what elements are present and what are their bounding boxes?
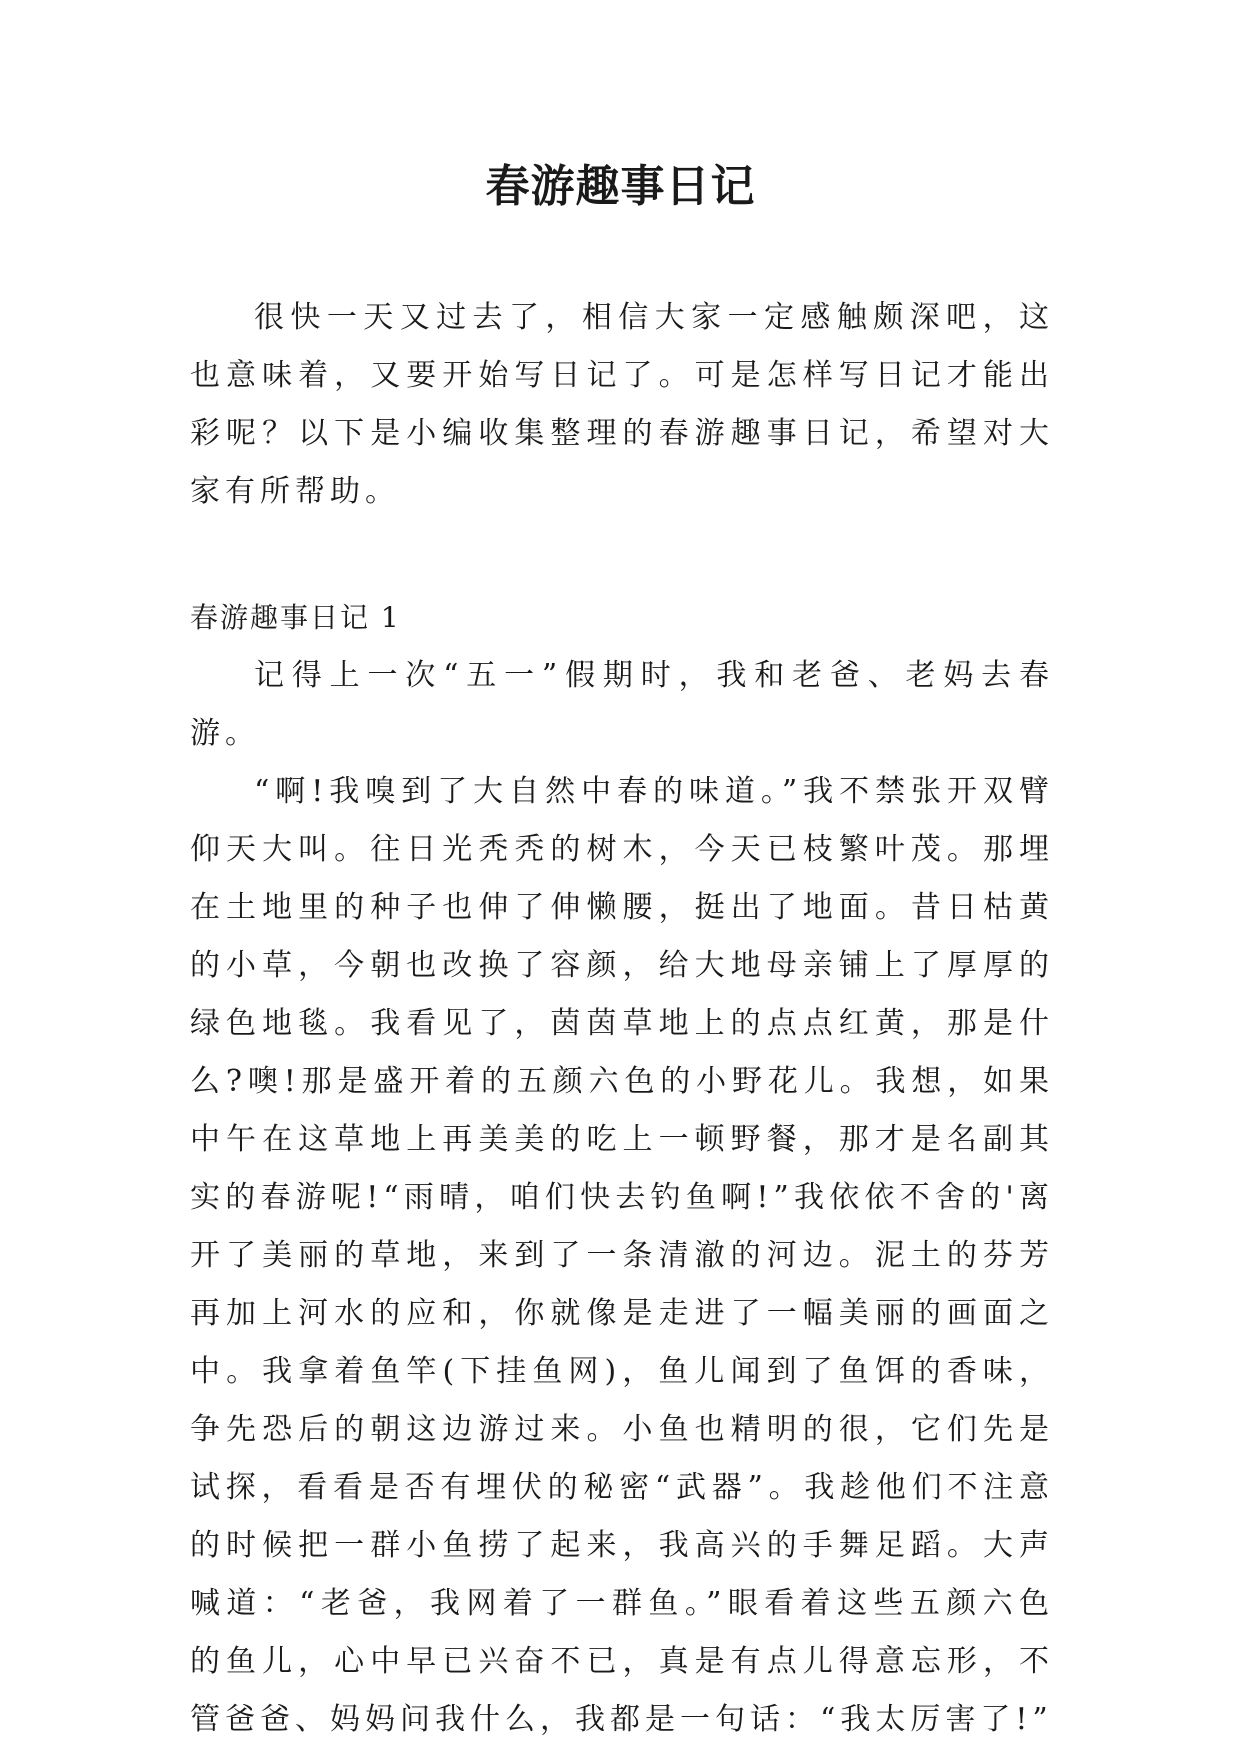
spacer [190, 521, 1054, 589]
section-heading: 春游趣事日记 1 [190, 601, 401, 634]
document-body [190, 289, 1054, 1749]
body-paragraph-1: 记得上一次“五一”假期时，我和老爸、老妈去春游。 [190, 658, 1054, 751]
document-title: 春游趣事日记 [485, 161, 756, 212]
body-paragraph-2: “啊!我嗅到了大自然中春的味道。”我不禁张开双臂仰天大叫。往日光秃秃的树木，今天已枝繁叶茂。那埋在土地里的种子也伸了伸懒腰，挺出了地面。昔日枯黄的小草，今朝也改换了容颜，给大地母亲铺上了厚厚的绿色地毯。我看见了，茵茵草地上的点点红黄，那是什么?噢!那是盛开着的五颜六色的小野花儿。我想，如果中午在这草地上再美美的吃上一顿野餐，那才是名副其实的春游呢!“雨晴，咱们快去钓鱼啊!”我依依不舍的'离开了美丽的草地，来到了一条清澈的河边。泥土的芬芳再加上河水的应和，你就像是走进了一幅美丽的画面之中。我拿着鱼竿(下挂鱼网)，鱼儿闻到了鱼饵的香味，争先恐后的朝这边游过来。小鱼也精明的很，它们先是试探，看看是否有埋伏的秘密“武器”。我趁他们不注意的时候把一群小鱼捞了起来，我高兴的手舞足蹈。大声喊道：“老爸，我网着了一群鱼。”眼看着这些五颜六色的鱼儿，心中早已兴奋不已，真是有点儿得意忘形，不管爸爸、妈妈问我什么，我都是一句话：“我太厉害了!” [190, 774, 1054, 1737]
intro-paragraph: 很快一天又过去了，相信大家一定感触颇深吧，这也意味着，又要开始写日记了。可是怎样写日记才能出彩呢？以下是小编收集整理的春游趣事日记，希望对大家有所帮助。 [190, 300, 1054, 509]
